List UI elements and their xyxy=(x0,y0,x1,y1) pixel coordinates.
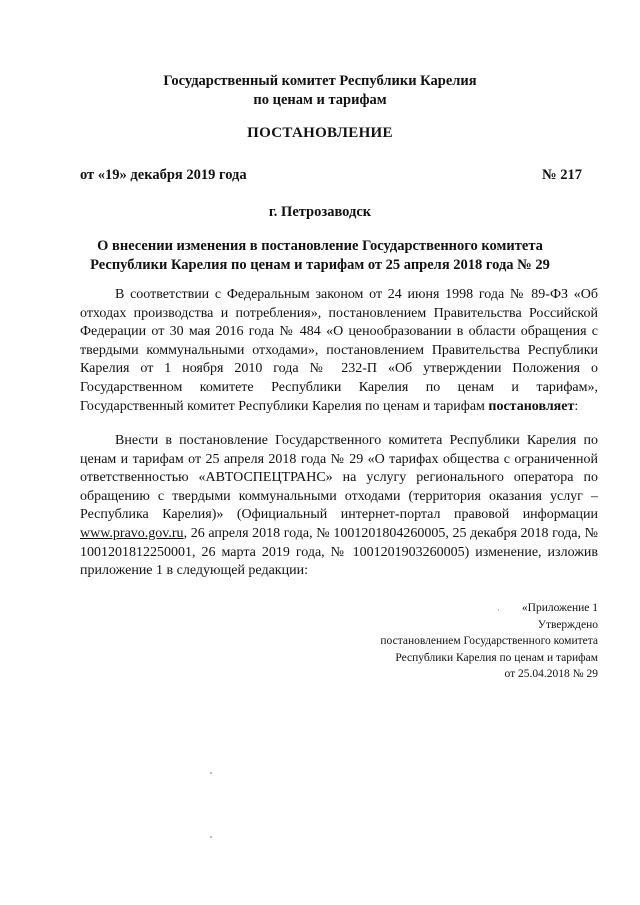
scan-mark: · xyxy=(497,605,500,615)
appendix-line2: Утверждено xyxy=(537,618,598,631)
appendix-line1: «Приложение 1 xyxy=(521,602,598,614)
scan-speck xyxy=(210,836,212,838)
body-paragraph-2 xyxy=(80,432,598,581)
p1-end: : xyxy=(574,398,579,414)
p1-text: В соответствии с Федеральным законом от 24 июня 1998 года № 89-ФЗ «Об отходах производства и потребления», постановлением Правительства Российской Федерации от 30 мая 2016 года № 484 «О ценообразовании в области обращения с твердыми коммунальными отходами», постановлением Правительства Республики Карелия от 1 ноября 2010 года № 232-П «Об утверждении Положения о Государственном комитете Республики Карелия по ценам и тарифам», Государственный комитет Республики Карелия по ценам и тарифам xyxy=(80,287,598,414)
pravo-gov-link[interactable]: www.pravo.gov.ru xyxy=(80,525,184,541)
subject-line1: О внесении изменения в постановление Государственного комитета xyxy=(97,238,543,254)
appendix-line3: постановлением Государственного комитета xyxy=(380,635,598,648)
appendix-line4: Республики Карелия по ценам и тарифам xyxy=(395,651,598,664)
agency-name-line1: Государственный комитет Республики Карелия xyxy=(163,73,477,89)
p1-resolves-word: постановляет xyxy=(488,398,575,414)
scan-speck xyxy=(210,772,212,774)
appendix-line5: от 25.04.2018 № 29 xyxy=(504,668,598,681)
document-number: № 217 xyxy=(542,167,582,183)
agency-name-line2: по ценам и тарифам xyxy=(253,92,387,108)
document-date: от «19» декабря 2019 года xyxy=(80,167,247,183)
appendix-approval-block xyxy=(298,600,598,683)
p2-text-after-link: , 26 апреля 2018 года, № 1001201804260005, 25 декабря 2018 года, № 1001201812250001, 26 марта 2019 года, № 1001201903260005) изменение, изложив приложение 1 в следующей редакции: xyxy=(80,525,598,579)
subject-line2: Республики Карелия по ценам и тарифам от 25 апреля 2018 года № 29 xyxy=(90,257,550,273)
document-type-title: ПОСТАНОВЛЕНИЕ xyxy=(247,125,393,141)
date-number-line xyxy=(80,166,582,185)
body-paragraph-1 xyxy=(80,286,598,416)
document-subject xyxy=(0,237,640,275)
document-city: г. Петрозаводск xyxy=(268,204,372,220)
agency-header xyxy=(0,72,640,110)
p2-text-before-link: Внести в постановление Государственного комитета Республики Карелия по ценам и тарифам от 25 апреля 2018 года № 29 «О тарифах общества с ограниченной ответственностью «АВТОСПЕЦТРАНС» на услугу регионального оператора по обращению с твердыми коммунальными отходами (территория оказания услуг – Республика Карелия)» (Официальный интернет-портал правовой информации xyxy=(80,433,598,523)
